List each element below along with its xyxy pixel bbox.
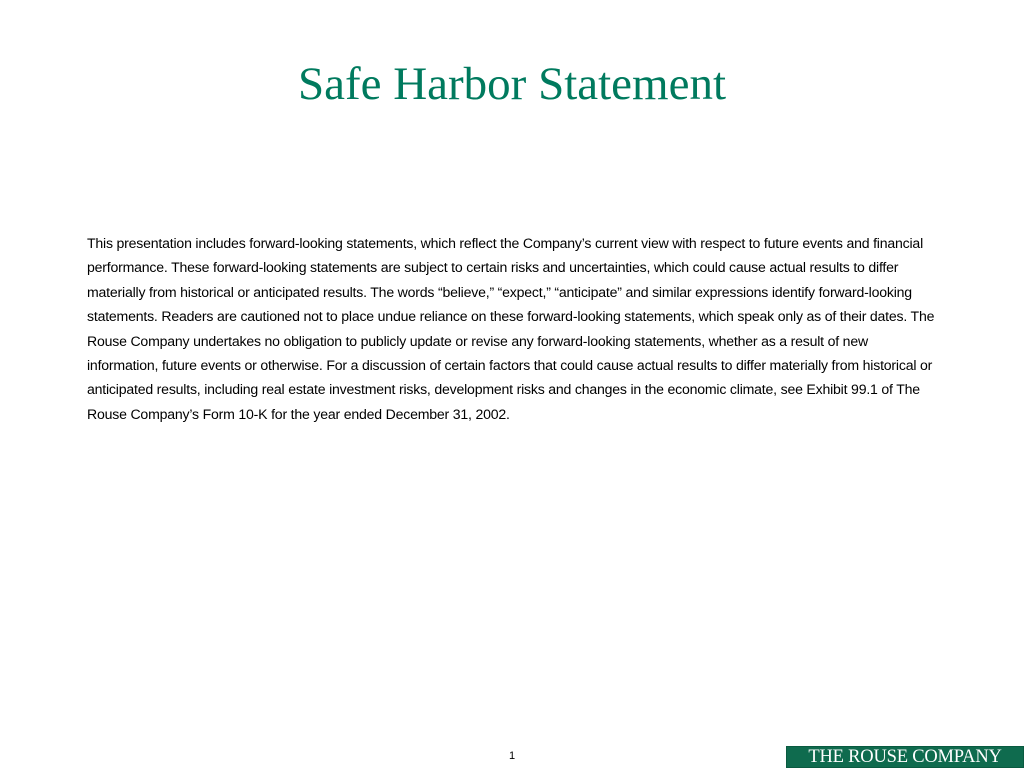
- company-logo-text: THE ROUSE COMPANY: [808, 747, 1002, 767]
- safe-harbor-body-text: This presentation includes forward-looking statements, which reflect the Company’s current view with respect to future events and financial performance. These forward-looking statements are subject to certain risks and uncertainties, which could cause actual results to differ materially from historical or anticipated results. The words “believe,” “expect,” “anticipate” and similar expressions identify forward-looking statements. Readers are cautioned not to place undue reliance on these forward-looking statements, which speak only as of their dates. The Rouse Company undertakes no obligation to publicly update or revise any forward-looking statements, whether as a result of new information, future events or otherwise. For a discussion of certain factors that could cause actual results to differ materially from historical or anticipated results, including real estate investment risks, development risks and changes in the economic climate, see Exhibit 99.1 of The Rouse Company’s Form 10-K for the year ended December 31, 2002.: [87, 235, 935, 422]
- page-number: 1: [508, 750, 516, 762]
- company-logo: [786, 746, 1024, 768]
- slide-title: Safe Harbor Statement: [297, 58, 727, 110]
